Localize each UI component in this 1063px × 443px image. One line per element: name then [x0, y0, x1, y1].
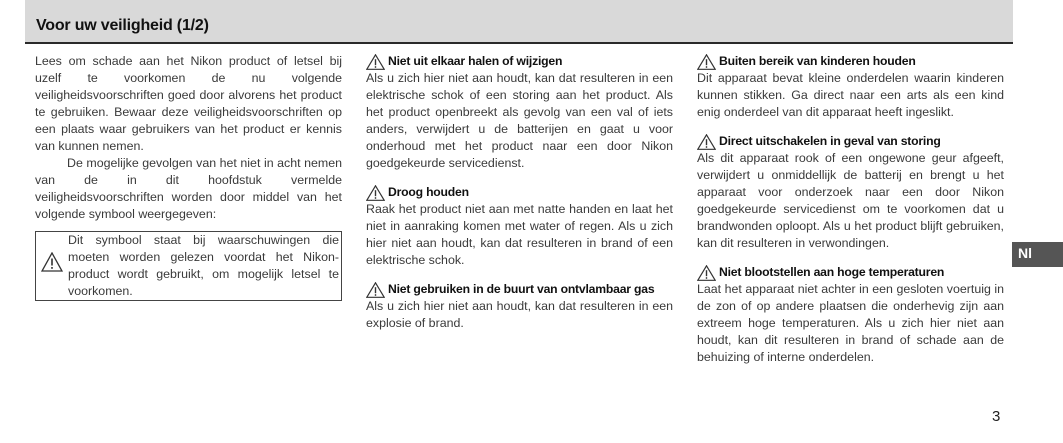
- section-title: Buiten bereik van kinderen houden: [697, 53, 1004, 70]
- section-keep-dry: [366, 184, 673, 269]
- section-title: Direct uitschakelen in geval van storing: [697, 133, 1004, 150]
- warning-triangle-icon: [697, 134, 716, 150]
- warning-triangle-icon: [366, 54, 385, 70]
- page-number: 3: [992, 408, 1001, 425]
- section-children: [697, 53, 1004, 121]
- section-disassembly: [366, 53, 673, 172]
- section-text: Raak het product niet aan met natte handen en laat het niet in aanraking komen met water of regen. Als u zich hier niet aan houdt, kan dat resulteren in brand of een elektrische schok.: [366, 202, 673, 267]
- section-flammable-gas: [366, 281, 673, 332]
- safety-column-3: [697, 53, 1004, 378]
- intro-paragraph-1: Lees om schade aan het Nikon product of letsel bij uzelf te voorkomen de nu volgende veiligheidsvoorschriften goed door alvorens het product te gebruiken. Bewaar deze veiligheidsvoorschriften op een plaats waar gebruikers van het product er kennis van kunnen nemen.: [35, 54, 342, 153]
- warning-triangle-icon: [41, 252, 63, 272]
- section-text: Dit apparaat bevat kleine onderdelen waarin kinderen kunnen stikken. Ga direct naar een arts als een kind enig onderdeel van dit apparaat heeft ingeslikt.: [697, 71, 1004, 119]
- section-title: Niet uit elkaar halen of wijzigen: [366, 53, 673, 70]
- header-rule: [25, 42, 1013, 44]
- language-tab: Nl: [1012, 242, 1063, 267]
- warning-triangle-icon: [366, 282, 385, 298]
- intro-paragraph-2: De mogelijke gevolgen van het niet in acht nemen van de in dit hoofdstuk vermelde veiligheidsvoorschriften worden door middel van het volgende symbool weergegeven:: [35, 156, 342, 221]
- section-title: Niet blootstellen aan hoge temperaturen: [697, 264, 1004, 281]
- section-text: Als dit apparaat rook of een ongewone geur afgeeft, verwijdert u onmiddellijk de batterij en brengt u het apparaat voor onderzoek naar een door Nikon goedgekeurde servicedienst om te voorkomen dat u brandwonden oploopt. Als u het product blijft gebruiken, kan dit resulteren in verwondingen.: [697, 151, 1004, 250]
- intro-column: [35, 53, 342, 301]
- safety-column-2: [366, 53, 673, 344]
- warning-symbol-text: Dit symbool staat bij waarschuwingen die moeten worden gelezen voordat het Nikon-product wordt gebruikt, om mogelijk letsel te voorkomen.: [68, 233, 339, 298]
- warning-triangle-icon: [697, 54, 716, 70]
- warning-triangle-icon: [366, 185, 385, 201]
- section-text: Laat het apparaat niet achter in een gesloten voertuig in de zon of op andere plaatsen die onderhevig zijn aan extreem hoge temperaturen. Als u zich hier niet aan houdt, kan dit resulteren in brand of schade aan de behuizing of interne onderdelen.: [697, 282, 1004, 364]
- section-malfunction: [697, 133, 1004, 252]
- section-title: Niet gebruiken in de buurt van ontvlambaar gas: [366, 281, 673, 298]
- section-high-temperature: [697, 264, 1004, 366]
- warning-triangle-icon: [697, 265, 716, 281]
- warning-symbol-box: [35, 231, 342, 301]
- section-text: Als u zich hier niet aan houdt, kan dat resulteren in een explosie of brand.: [366, 299, 673, 330]
- section-title: Droog houden: [366, 184, 673, 201]
- page-title: Voor uw veiligheid (1/2): [36, 17, 209, 34]
- section-text: Als u zich hier niet aan houdt, kan dat resulteren in een elektrische schok of een storing aan het product. Als het product openbreekt als gevolg van een val of iets anders, verwijdert u de batterijen en gaat u voor onderhoud met het product naar een door Nikon goedgekeurde servicedienst.: [366, 71, 673, 170]
